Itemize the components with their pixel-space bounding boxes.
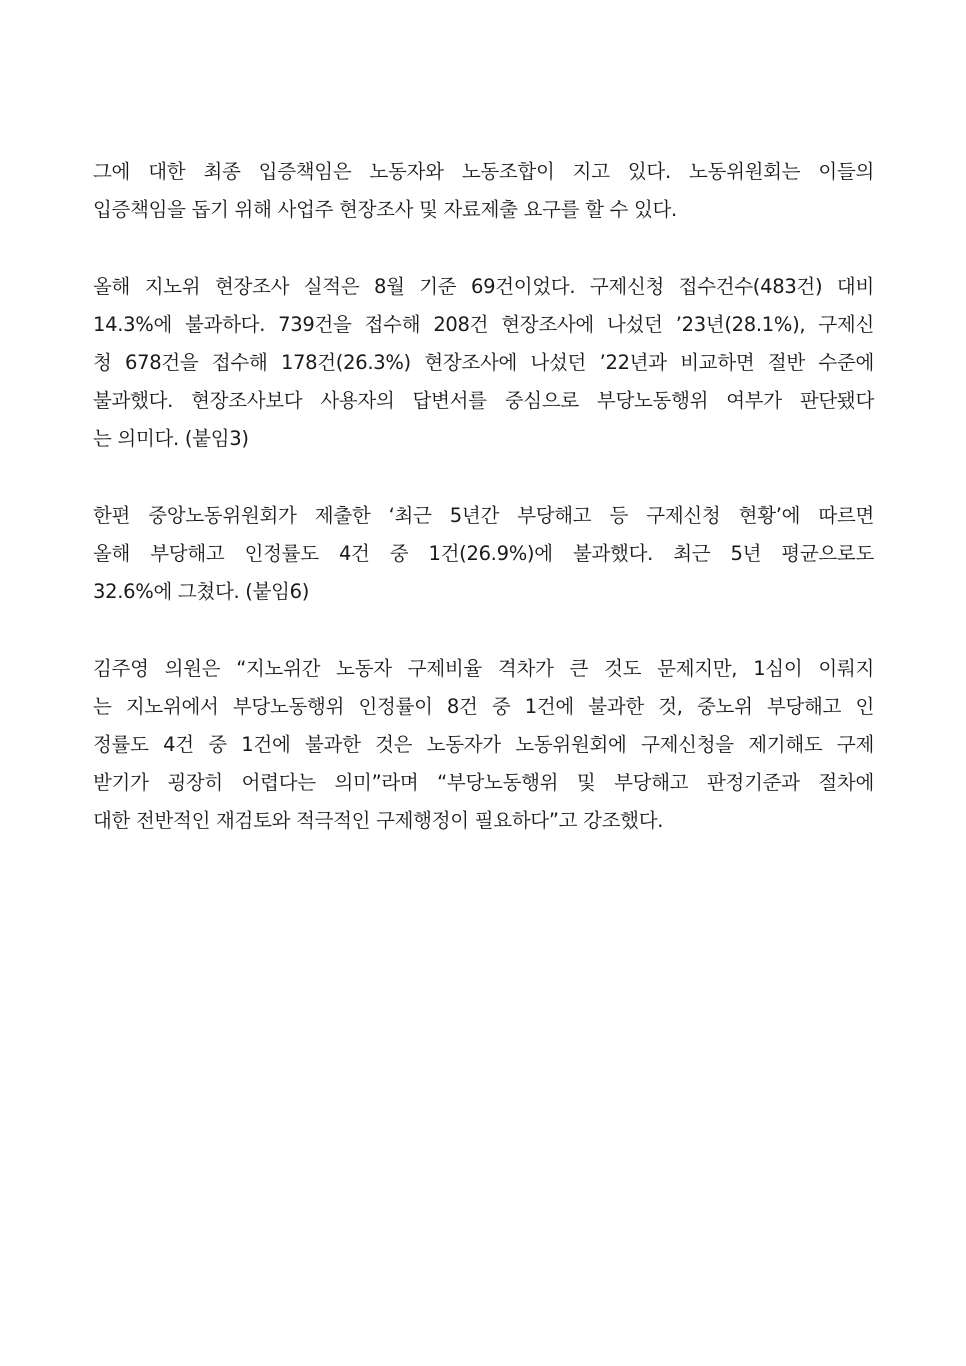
text-line: 입증책임을 돕기 위해 사업주 현장조사 및 자료제출 요구를 할 수 있다. bbox=[93, 198, 677, 221]
text-line: 대한 전반적인 재검토와 적극적인 구제행정이 필요하다”고 강조했다. bbox=[93, 809, 664, 832]
document-body bbox=[93, 153, 874, 879]
text-line: 그에 대한 최종 입증책임은 노동자와 노동조합이 지고 있다. 노동위원회는 이들의 bbox=[93, 160, 874, 183]
text-line: 올해 지노위 현장조사 실적은 8월 기준 69건이었다. 구제신청 접수건수(483건) 대비 bbox=[93, 275, 874, 298]
text-line: 는 지노위에서 부당노동행위 인정률이 8건 중 1건에 불과한 것, 중노위 부당해고 인 bbox=[93, 695, 874, 718]
text-line: 올해 부당해고 인정률도 4건 중 1건(26.9%)에 불과했다. 최근 5년 평균으로도 bbox=[93, 542, 874, 565]
paragraph-site-inspection bbox=[93, 268, 874, 458]
paragraph-burden-of-proof bbox=[93, 153, 874, 229]
paragraph-lawmaker-quote bbox=[93, 650, 874, 840]
paragraph-central-commission bbox=[93, 497, 874, 611]
text-line: 한편 중앙노동위원회가 제출한 ‘최근 5년간 부당해고 등 구제신청 현황’에 따르면 bbox=[93, 504, 874, 527]
text-line: 청 678건을 접수해 178건(26.3%) 현장조사에 나섰던 ’22년과 비교하면 절반 수준에 bbox=[93, 351, 874, 374]
text-line: 는 의미다. (붙임3) bbox=[93, 427, 249, 450]
text-line: 32.6%에 그쳤다. (붙임6) bbox=[93, 580, 310, 603]
text-line: 14.3%에 불과하다. 739건을 접수해 208건 현장조사에 나섰던 ’23년(28.1%), 구제신 bbox=[93, 313, 874, 336]
text-line: 불과했다. 현장조사보다 사용자의 답변서를 중심으로 부당노동행위 여부가 판단됐다 bbox=[93, 389, 874, 412]
text-line: 김주영 의원은 “지노위간 노동자 구제비율 격차가 큰 것도 문제지만, 1심이 이뤄지 bbox=[93, 657, 874, 680]
text-line: 받기가 굉장히 어렵다는 의미”라며 “부당노동행위 및 부당해고 판정기준과 절차에 bbox=[93, 771, 874, 794]
text-line: 정률도 4건 중 1건에 불과한 것은 노동자가 노동위원회에 구제신청을 제기해도 구제 bbox=[93, 733, 874, 756]
